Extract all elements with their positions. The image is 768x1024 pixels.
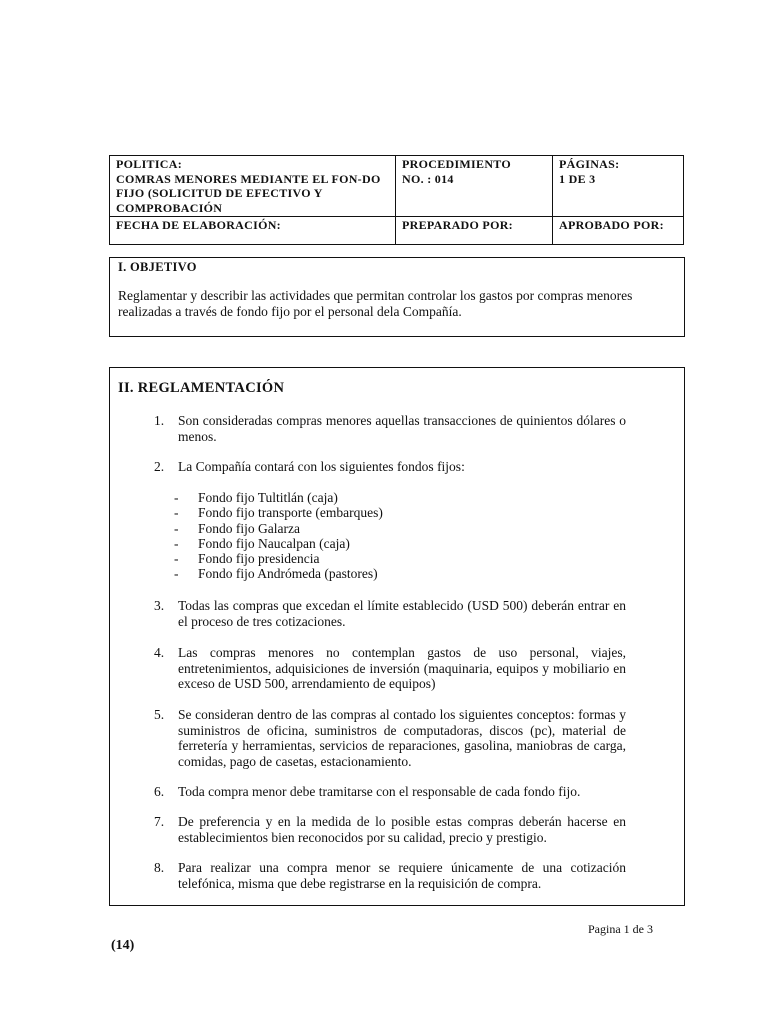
objetivo-section bbox=[109, 257, 685, 337]
list-item bbox=[154, 459, 626, 475]
paginas-value: 1 DE 3 bbox=[559, 171, 596, 186]
fecha-elaboracion-label: FECHA DE ELABORACIÓN: bbox=[116, 218, 281, 232]
politica-value: COMRAS MENORES MEDIANTE EL FON-DO FIJO (SOLICITUD DE EFECTIVO Y COMPROBACIÓN bbox=[116, 171, 381, 215]
preparado-por-label: PREPARADO POR: bbox=[402, 218, 513, 232]
list-item-text: Son consideradas compras menores aquellas transacciones de quinientos dólares o menos. bbox=[178, 413, 626, 444]
list-item-text: Las compras menores no contemplan gastos de uso personal, viajes, entretenimientos, adquisiciones de inversión (maquinaria, equipos y mobiliario en exceso de USD 500, arrendamiento de equipos) bbox=[178, 645, 626, 691]
list-item-number: 1. bbox=[154, 413, 165, 428]
politica-label: POLITICA: bbox=[116, 157, 183, 171]
list-item-text: Se consideran dentro de las compras al contado los siguientes conceptos: formas y suministros de oficina, suministros de computadoras, discos (pc), material de ferretería y herramientas, servicios de reparaciones, gasolina, maniobras de carga, comidas, pago de casetas, estacionamiento. bbox=[178, 707, 626, 769]
list-item-number: 5. bbox=[154, 707, 165, 722]
list-item-number: 7. bbox=[154, 814, 165, 829]
procedimiento-label: PROCEDIMIENTO bbox=[402, 157, 512, 171]
list-item-text: Para realizar una compra menor se requiere únicamente de una cotización telefónica, misma que debe registrarse en la requisición de compra. bbox=[178, 860, 626, 891]
list-item-number: 6. bbox=[154, 784, 165, 799]
list-item bbox=[154, 413, 626, 444]
preparado-por-cell bbox=[396, 217, 553, 245]
list-item bbox=[154, 645, 626, 692]
list-item-text: La Compañía contará con los siguientes fondos fijos: bbox=[178, 459, 465, 474]
paginas-cell bbox=[553, 156, 684, 217]
document-header-table bbox=[109, 155, 684, 245]
fondo-fijo-item: - Fondo fijo Tultitlán (caja) bbox=[174, 490, 338, 505]
list-item-text: De preferencia y en la medida de lo posible estas compras deberán hacerse en establecimientos bien reconocidos por su calidad, precio y prestigio. bbox=[178, 814, 626, 845]
page-number: Pagina 1 de 3 bbox=[588, 922, 653, 936]
list-item bbox=[154, 707, 626, 769]
fecha-elaboracion-cell bbox=[110, 217, 396, 245]
reglamentacion-title: II. REGLAMENTACIÓN bbox=[118, 380, 285, 396]
fondo-fijo-item: - Fondo fijo Andrómeda (pastores) bbox=[174, 566, 378, 582]
fondo-fijo-item: - Fondo fijo Naucalpan (caja) bbox=[174, 535, 350, 551]
paginas-label: PÁGINAS: bbox=[559, 157, 620, 171]
list-item-number: 3. bbox=[154, 598, 165, 613]
list-item-number: 2. bbox=[154, 459, 165, 474]
list-item bbox=[154, 814, 626, 845]
fondos-fijos-list bbox=[174, 490, 383, 582]
fondo-fijo-item: - Fondo fijo presidencia bbox=[174, 551, 320, 567]
procedimiento-cell bbox=[396, 156, 553, 217]
politica-cell bbox=[110, 156, 396, 217]
list-item-number: 4. bbox=[154, 645, 165, 660]
fondo-fijo-item: - Fondo fijo Galarza bbox=[174, 520, 300, 536]
list-item bbox=[154, 860, 626, 891]
list-item-number: 8. bbox=[154, 860, 165, 875]
aprobado-por-cell bbox=[553, 217, 684, 245]
aprobado-por-label: APROBADO POR: bbox=[559, 218, 664, 232]
list-item-text: Todas las compras que excedan el límite establecido (USD 500) deberán entrar en el proceso de tres cotizaciones. bbox=[178, 598, 626, 629]
reglamentacion-section bbox=[109, 367, 685, 906]
document-code: (14) bbox=[111, 938, 135, 953]
fondo-fijo-item: - Fondo fijo transporte (embarques) bbox=[174, 505, 383, 521]
list-item bbox=[154, 598, 626, 629]
objetivo-title: I. OBJETIVO bbox=[118, 260, 197, 274]
objetivo-text: Reglamentar y describir las actividades que permitan controlar los gastos por compras menores realizadas a través de fondo fijo por el personal dela Compañía. bbox=[118, 288, 633, 319]
list-item bbox=[154, 784, 626, 800]
list-item-text: Toda compra menor debe tramitarse con el responsable de cada fondo fijo. bbox=[178, 784, 581, 799]
procedimiento-value: NO. : 014 bbox=[402, 171, 454, 186]
